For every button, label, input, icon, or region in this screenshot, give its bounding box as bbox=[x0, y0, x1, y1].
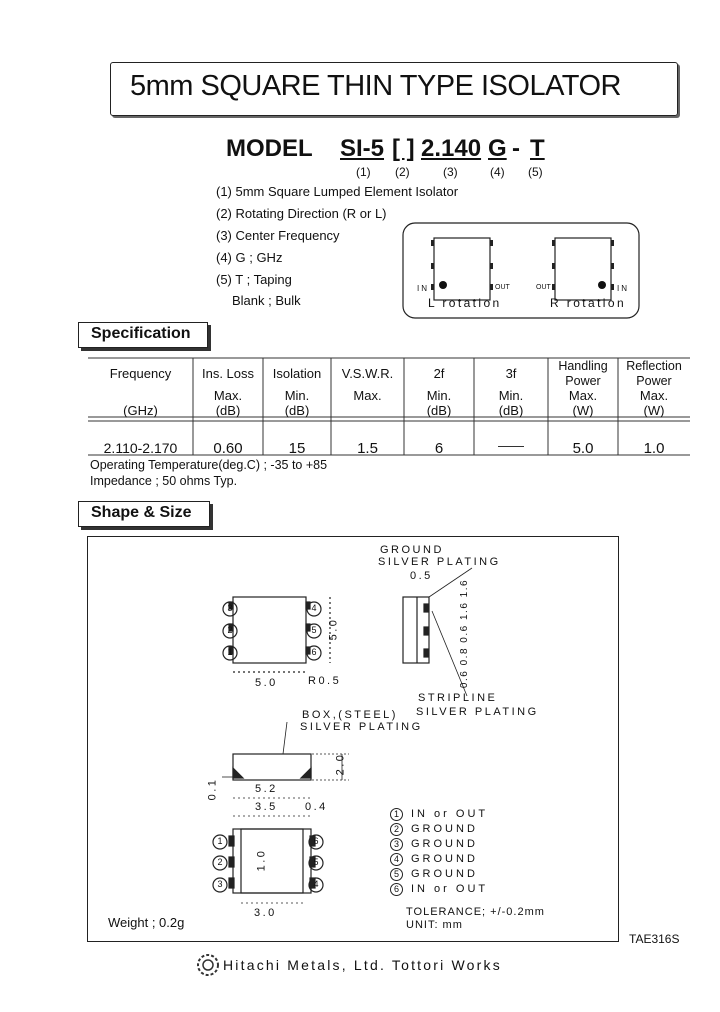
side-dims: 0.6 0.8 0.6 1.6 1.6 bbox=[459, 578, 471, 689]
spec-col-frequency-unit: (GHz) bbox=[123, 403, 158, 418]
tolerance: TOLERANCE; +/-0.2mm bbox=[406, 906, 545, 918]
pin-num: 1 bbox=[390, 808, 403, 821]
dim-1-0: 1.0 bbox=[255, 848, 268, 872]
company-logo-icon bbox=[196, 953, 220, 977]
pin-bottom-5: 5 bbox=[313, 857, 319, 867]
pin-legend-item bbox=[390, 823, 478, 836]
spec-col-2f-unit: (dB) bbox=[426, 403, 452, 418]
spec-val-handling: 5.0 bbox=[572, 440, 594, 457]
pin-desc: GROUND bbox=[411, 853, 478, 865]
dimension-drawing bbox=[87, 536, 617, 940]
spec-col-reflection-unit: (W) bbox=[643, 403, 665, 418]
pin-top-6: 6 bbox=[311, 647, 317, 657]
dim-3-0: 3.0 bbox=[254, 907, 277, 919]
right-rotation-label: R rotation bbox=[550, 296, 627, 310]
box-plating: SILVER PLATING bbox=[300, 721, 423, 733]
company-name: Hitachi Metals, Ltd. Tottori Works bbox=[223, 957, 502, 973]
section-specification: Specification bbox=[78, 322, 208, 348]
page-title: 5mm SQUARE THIN TYPE ISOLATOR bbox=[130, 70, 621, 102]
stripline-plating: SILVER PLATING bbox=[416, 706, 539, 718]
pin-num: 3 bbox=[390, 838, 403, 851]
right-in-label: IN bbox=[617, 284, 629, 293]
spec-col-frequency: Frequency bbox=[109, 366, 172, 381]
pin-bottom-2: 2 bbox=[217, 857, 223, 867]
pin-num: 5 bbox=[390, 868, 403, 881]
legend-item: (2) Rotating Direction (R or L) bbox=[216, 206, 387, 221]
pin-legend-item bbox=[390, 883, 488, 896]
spec-col-3f: 3f bbox=[505, 366, 517, 381]
pin-legend-item bbox=[390, 853, 478, 866]
model-part-dash: - bbox=[512, 135, 520, 162]
pin-desc: GROUND bbox=[411, 823, 478, 835]
legend-item: (1) 5mm Square Lumped Element Isolator bbox=[216, 184, 459, 199]
model-num-4: (4) bbox=[490, 165, 505, 179]
right-out-label: OUT bbox=[536, 284, 551, 291]
model-part-2: [ ] bbox=[392, 135, 415, 162]
dim-5-2: 5.2 bbox=[255, 783, 278, 795]
spec-val-frequency: 2.110-2.170 bbox=[103, 440, 178, 456]
legend-item: (5) T ; Taping bbox=[216, 272, 292, 287]
pin-top-3: 3 bbox=[227, 603, 233, 613]
pin-bottom-3: 3 bbox=[217, 879, 223, 889]
model-part-1: SI-5 bbox=[340, 135, 385, 162]
dim-radius: R0.5 bbox=[308, 675, 342, 687]
legend-item: (4) G ; GHz bbox=[216, 250, 283, 265]
ground-silver-plating: SILVER PLATING bbox=[378, 556, 501, 568]
legend-item: Blank ; Bulk bbox=[232, 293, 301, 308]
pin-top-2: 2 bbox=[227, 625, 233, 635]
pin-desc: IN or OUT bbox=[411, 883, 489, 895]
pin-top-5: 5 bbox=[311, 625, 317, 635]
left-in-label: IN bbox=[417, 284, 429, 293]
spec-col-isolation-q: Min. bbox=[284, 388, 310, 403]
operating-temperature: Operating Temperature(deg.C) ; -35 to +85 bbox=[90, 458, 328, 472]
spec-col-vswr-q: Max. bbox=[353, 388, 382, 403]
spec-col-insloss-unit: (dB) bbox=[215, 403, 241, 418]
stripline-label: STRIPLINE bbox=[418, 692, 498, 704]
model-num-3: (3) bbox=[443, 165, 458, 179]
ground-label: GROUND bbox=[380, 544, 444, 556]
dim-0-4: 0.4 bbox=[305, 801, 328, 813]
model-num-1: (1) bbox=[356, 165, 371, 179]
spec-col-insloss: Ins. Loss bbox=[201, 366, 255, 381]
pin-legend-item bbox=[390, 838, 478, 851]
spec-col-2f-q: Min. bbox=[426, 388, 452, 403]
pin-legend-item bbox=[390, 808, 488, 821]
spec-col-handling-unit: (W) bbox=[572, 403, 594, 418]
spec-col-3f-unit: (dB) bbox=[498, 403, 524, 418]
dim-3-5: 3.5 bbox=[255, 801, 278, 813]
pin-top-1: 1 bbox=[227, 647, 233, 657]
spec-col-insloss-q: Max. bbox=[213, 388, 243, 403]
pin-bottom-1: 1 bbox=[217, 836, 223, 846]
pin-bottom-6: 6 bbox=[313, 836, 319, 846]
spec-col-2f: 2f bbox=[433, 366, 445, 381]
spec-col-handling-q: Max. bbox=[568, 388, 598, 403]
pin-legend-item bbox=[390, 868, 478, 881]
spec-val-2f: 6 bbox=[434, 440, 444, 457]
spec-val-3f: —— bbox=[498, 438, 524, 453]
pin-bottom-4: 4 bbox=[313, 879, 319, 889]
pin-num: 4 bbox=[390, 853, 403, 866]
pin-num: 6 bbox=[390, 883, 403, 896]
spec-col-isolation: Isolation bbox=[272, 366, 322, 381]
spec-col-reflection-q: Max. bbox=[639, 388, 669, 403]
legend-item: (3) Center Frequency bbox=[216, 228, 340, 243]
dim-0-1: 0.1 bbox=[206, 777, 219, 801]
dim-5-0-h: 5.0 bbox=[255, 677, 278, 689]
model-part-4: G bbox=[488, 135, 507, 162]
pin-desc: GROUND bbox=[411, 868, 478, 880]
dim-2-0: 2.0 bbox=[334, 752, 347, 776]
weight: Weight ; 0.2g bbox=[108, 915, 185, 930]
box-label: BOX,(STEEL) bbox=[302, 709, 398, 721]
spec-val-insloss: 0.60 bbox=[213, 440, 243, 457]
spec-col-isolation-unit: (dB) bbox=[284, 403, 310, 418]
spec-col-handling-b: Power bbox=[565, 374, 601, 388]
impedance: Impedance ; 50 ohms Typ. bbox=[90, 474, 238, 488]
spec-col-3f-q: Min. bbox=[498, 388, 524, 403]
pin-num: 2 bbox=[390, 823, 403, 836]
pin-desc: IN or OUT bbox=[411, 808, 489, 820]
spec-val-reflection: 1.0 bbox=[643, 440, 665, 457]
model-part-3: 2.140 bbox=[421, 135, 482, 162]
spec-val-vswr: 1.5 bbox=[357, 440, 378, 457]
unit: UNIT: mm bbox=[406, 919, 463, 931]
spec-col-vswr: V.S.W.R. bbox=[341, 366, 394, 381]
model-part-5: T bbox=[530, 135, 545, 162]
left-out-label: OUT bbox=[495, 284, 510, 291]
spec-col-reflection-b: Power bbox=[636, 374, 672, 388]
model-num-2: (2) bbox=[395, 165, 410, 179]
spec-col-handling: Handling bbox=[558, 359, 608, 373]
model-num-5: (5) bbox=[528, 165, 543, 179]
spec-val-isolation: 15 bbox=[288, 440, 306, 457]
pin-top-4: 4 bbox=[311, 603, 317, 613]
left-rotation-label: L rotation bbox=[428, 296, 502, 310]
spec-col-reflection: Reflection bbox=[626, 359, 682, 373]
model-label: MODEL bbox=[226, 135, 313, 162]
dim-0-5: 0.5 bbox=[410, 570, 433, 582]
section-shape-size: Shape & Size bbox=[78, 501, 210, 527]
dim-5-0-v: 5.0 bbox=[327, 617, 340, 641]
doc-code: TAE316S bbox=[629, 932, 680, 946]
pin-desc: GROUND bbox=[411, 838, 478, 850]
